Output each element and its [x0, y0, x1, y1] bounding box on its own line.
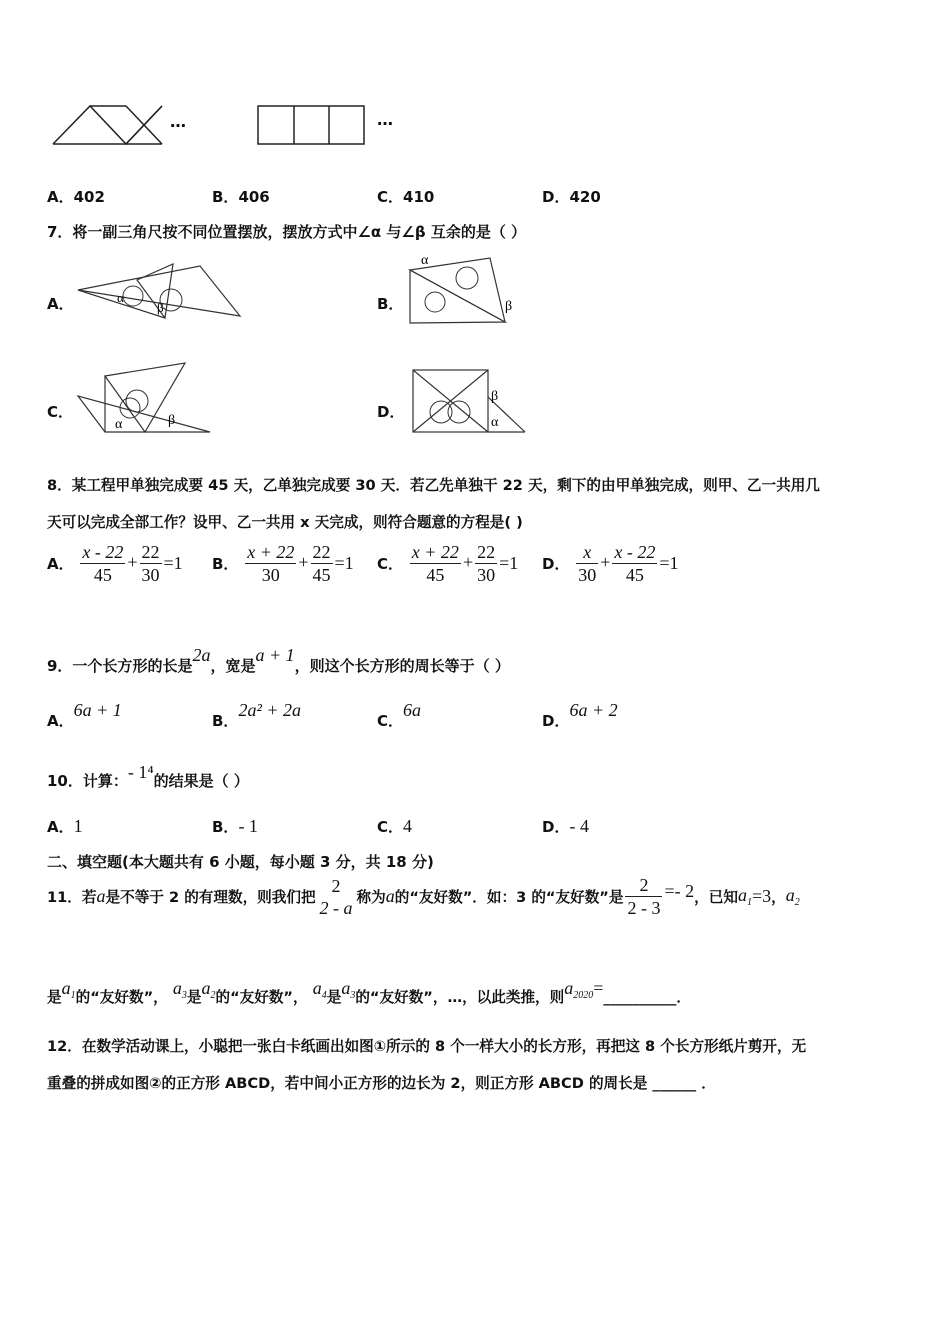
triangle-pattern-edge	[50, 100, 165, 150]
q7-figure-c	[75, 358, 215, 438]
svg-text:α: α	[491, 415, 499, 430]
q11-line2: 是$a_1$的“友好数”， $a_3$是$a_2$的“友好数”， $a_4$是$a_3$的“友好数”，…，以此类推，则$a_{2020}=\_\_\_\_\_\_\_\_\_\_$．	[47, 978, 691, 1006]
q10-option-b: B．- 1	[212, 816, 258, 836]
q8-option-d: D． $\frac{x}{30}$ + $\frac{x - 22}{45}$ =1	[542, 542, 679, 585]
q9-stem: 9．一个长方形的长是2a，宽是a + 1，则这个长方形的周长等于（ ）	[47, 645, 510, 675]
q7-label-a: A．	[47, 295, 74, 313]
svg-text:α: α	[421, 253, 429, 268]
q12-line2: 重叠的拼成如图②的正方形 ABCD，若中间小正方形的边长为 2，则正方形 ABCD 的周长是 ______ ．	[47, 1075, 716, 1092]
q10-stem: 10．计算：- 1⁴的结果是（ ）	[47, 762, 249, 790]
ellipsis: …	[377, 110, 393, 129]
q8-stem-line1: 8．某工程甲单独完成要 45 天，乙单独完成要 30 天．若乙先单独干 22 天，剩下的由甲单独完成，则甲、乙一共用几	[47, 477, 820, 494]
svg-text:α: α	[117, 290, 124, 305]
q10-option-c: C．4	[377, 816, 413, 836]
q6-option-c: C．410	[377, 188, 435, 206]
q7-figure-b	[405, 248, 525, 328]
q9-option-b: B．2a² + 2a	[212, 700, 301, 730]
q12-line1: 12．在数学活动课上，小聪把一张白卡纸画出如图①所示的 8 个一样大小的长方形，再把这 8 个长方形纸片剪开，无	[47, 1038, 807, 1055]
q9-option-d: D．6a + 2	[542, 700, 618, 730]
q7-label-d: D．	[377, 403, 405, 421]
q9-option-c: C．6a	[377, 700, 422, 730]
q6-option-d: D．420	[542, 188, 601, 206]
square-pattern-figure	[257, 104, 367, 148]
svg-text:β: β	[168, 413, 176, 428]
q8-option-b: B． $\frac{x + 22}{30}$ + $\frac{22}{45}$ =1	[212, 542, 354, 585]
q10-option-a: A．1	[47, 816, 83, 836]
q8-option-c: C． $\frac{x + 22}{45}$ + $\frac{22}{30}$ =1	[377, 542, 519, 585]
q8-stem-line2: 天可以完成全部工作？设甲、乙一共用 x 天完成，则符合题意的方程是( )	[47, 514, 523, 531]
svg-text:β: β	[491, 389, 499, 404]
svg-text:β: β	[157, 300, 164, 315]
q7-label-c: C．	[47, 403, 74, 421]
section-heading: 二、填空题(本大题共有 6 小题，每小题 3 分，共 18 分)	[47, 853, 434, 871]
q9-option-a: A．6a + 1	[47, 700, 122, 730]
q7-stem: 7．将一副三角尺按不同位置摆放，摆放方式中∠α 与∠β 互余的是（ ）	[47, 223, 527, 241]
ellipsis: …	[170, 112, 186, 131]
q7-label-b: B．	[377, 295, 404, 313]
svg-text:β: β	[505, 299, 513, 314]
q10-option-d: D．- 4	[542, 816, 589, 836]
q7-figure-a	[75, 260, 245, 325]
q8-option-a: A． $\frac{x - 22}{45}$ + $\frac{22}{30}$ =1	[47, 542, 183, 585]
q11-line1: 11．若a是不等于 2 的有理数，则我们把 2 2 - a 称为a的“友好数”．如：3 的“友好数”是 $\frac{2}{2 - 3}$ =- 2，已知$a_1=3$，$a_2$	[47, 875, 800, 918]
q6-option-b: B．406	[212, 188, 270, 206]
svg-text:α: α	[115, 417, 123, 432]
q7-figure-d	[405, 362, 535, 437]
q6-option-a: A．402	[47, 188, 105, 206]
